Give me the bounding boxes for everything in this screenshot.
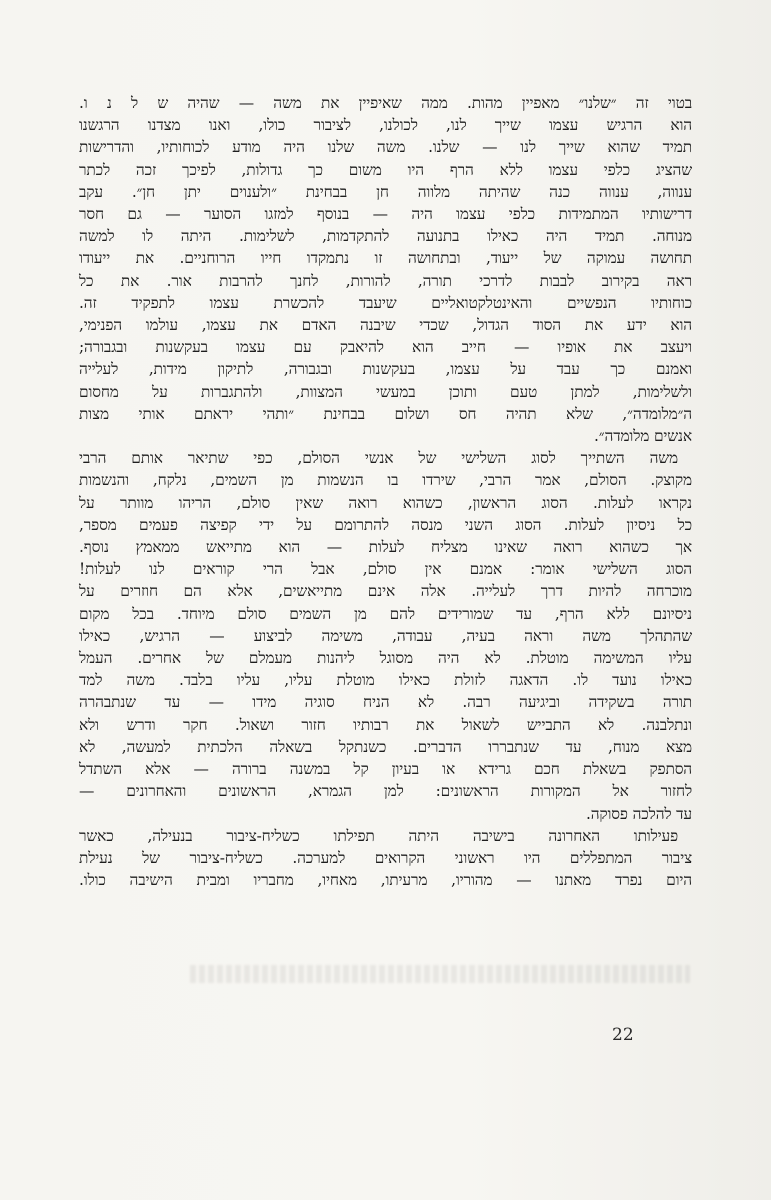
paragraph-1 — [79, 92, 692, 447]
text-line: בטוי זה ״שלנו״ מאפיין מהות. ממה שאיפיין את משה — שהיה ש ל נ ו. — [79, 94, 692, 112]
text-line: שהתהלך משה וראה בעיה, עבודה, משימה לביצוע — הרגיש, כאילו — [79, 626, 692, 645]
text-line: תחושה עמוקה של ייעוד, ובתחושה זו נתמקדו חייו הרוחניים. את ייעודו — [79, 249, 692, 268]
text-line: הוא הרגיש עצמו שייך לנו, לכולנו, לציבור כולו, ואנו מצדנו הרגשנו — [79, 116, 692, 135]
text-line: פעילותו האחרונה בישיבה היתה תפילתו כשליח-ציבור בנעילה, כאשר — [79, 826, 678, 845]
text-line: משה השתייך לסוג השלישי של אנשי הסולם, כפי שתיאר אותם הרבי — [79, 449, 678, 468]
text-line: תמיד שהוא שייך לנו — שלנו. משה שלנו היה מודע לכוחותיו, והדרישות — [79, 138, 692, 157]
text-line: שהציג כלפי עצמו ללא הרף היו משום כך גדולות, לפיכך זכה לכתר — [79, 160, 692, 179]
text-line: ונתלבנה. לא התבייש לשאול את רבותיו חזור ושאול. חקר ודרש ולא — [79, 715, 692, 734]
text-line: כל ניסיון לעלות. הסוג השני מנסה להתרומם על ידי קפיצה פעמים מספר, — [79, 515, 692, 534]
text-line: עד להלכה פסוקה. — [585, 804, 692, 823]
text-line: הסוג השלישי אומר: אמנם אין סולם, אבל הרי קוראים לנו לעלות! — [79, 560, 692, 579]
text-line: מוכרחה להיות דרך לעלייה. אלה אינם מתייאשים, אלא הם חוזרים על — [79, 582, 692, 601]
text-line: ציבור המתפללים היו ראשוני הקרואים למערכה. כשליח-ציבור של נעילת — [79, 848, 692, 867]
text-line: עליו המשימה מוטלת. לא היה מסוגל ליהנות מעמלם של אחרים. העמל — [79, 649, 692, 668]
text-line: ראה בקירוב לבבות לדרכי תורה, להורות, לחנך להרבות אור. את כל — [79, 271, 692, 290]
text-line: ענווה, ענווה כנה שהיתה מלווה חן בבחינת ״ולענוים יתן חן״. עקב — [79, 182, 692, 201]
text-line: הסתפק בשאלת חכם גרידא או בעיון קל במשנה ברורה — אלא השתדל — [79, 760, 692, 779]
text-line: מצא מנוח, עד שנתבררו הדברים. כשנתקל בשאלה הלכתית למעשה, לא — [79, 737, 692, 756]
bleed-through-shadow — [190, 965, 690, 983]
text-line: תורה בשקידה וביגיעה רבה. לא הניח סוגיה מידו — עד שנתבהרה — [79, 693, 692, 712]
text-line: לחזור אל המקורות הראשונים: למן הגמרא, הראשונים והאחרונים — — [79, 782, 692, 801]
text-line: אך כשהוא רואה שאינו מצליח לעלות — הוא מתייאש ממאמץ נוסף. — [79, 538, 692, 557]
text-line: כוחותיו הנפשיים והאינטלקטואליים שיעבד להכשרת עצמו לתפקיד זה. — [79, 293, 692, 312]
text-line: מנוחה. תמיד היה כאילו בתנועה להתקדמות, לשלימות. היתה לו למשה — [79, 227, 692, 246]
text-line: ה״מלומדה״, שלא תהיה חס ושלום בבחינת ״ותהי יראתם אותי מצות — [79, 404, 692, 423]
text-line: נקראו לעלות. הסוג הראשון, כשהוא רואה שאין סולם, הריהו מוותר על — [79, 493, 692, 512]
text-line: ואמנם כך עבד על עצמו, בעקשנות ובגבורה, לתיקון מידות, לעלייה — [79, 360, 692, 379]
text-line: הוא ידע את הסוד הגדול, שכדי שיבנה האדם את עצמו, עולמו הפנימי, — [79, 316, 692, 335]
text-line: מקוצק. הסולם, אמר הרבי, שירדו בו הנשמות מן השמים, נלקח, והנשמות — [79, 471, 692, 490]
paragraph-3 — [79, 825, 692, 892]
text-line: ניסיונם ללא הרף, עד שמורידים להם מן השמים סולם מיוחד. בכל מקום — [79, 604, 692, 623]
text-line: כאילו נועד לו. הדאגה לזולת כאילו מוטלת עליו, עליו בלבד. משה למד — [79, 671, 692, 690]
paragraph-2 — [79, 447, 692, 824]
page-text — [79, 92, 692, 891]
text-line: אנשים מלומדה״. — [594, 427, 692, 446]
text-line: ולשלימות, למתן טעם ותוכן במעשי המצוות, ולהתגברות על מחסום — [79, 382, 692, 401]
text-line: דרישותיו המתמידות כלפי עצמו היה — בנוסף למזגו הסוער — גם חסר — [79, 205, 692, 224]
page-number: 22 — [612, 1025, 634, 1045]
text-line: ויעצב את אופיו — חייב הוא להיאבק עם עצמו בעקשנות ובגבורה; — [79, 338, 692, 357]
text-line: היום נפרד מאתנו — מהוריו, מרעיתו, מאחיו, מחבריו ומבית הישיבה כולו. — [79, 871, 692, 890]
